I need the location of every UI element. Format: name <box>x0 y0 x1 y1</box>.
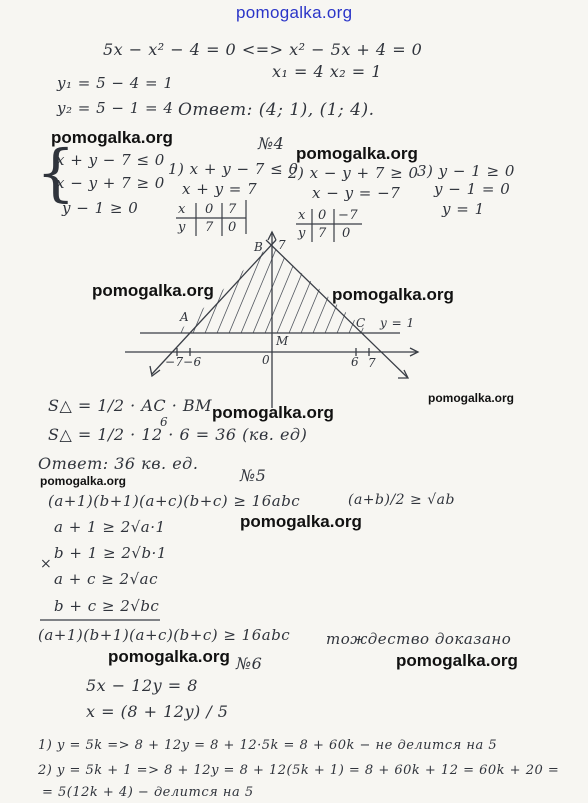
table1-x-1: 7 <box>228 202 237 217</box>
task5-hint: (a+b)/2 ≥ √ab <box>348 492 455 508</box>
watermark-9: pomogalka.org <box>108 647 230 666</box>
task6-case2-result: = 5(12k + 4) − делится на 5 <box>42 785 254 800</box>
ineq-b1: b + 1 ≥ 2√b·1 <box>54 544 167 562</box>
table1-y-label: y <box>178 220 186 235</box>
table2-y-0: 7 <box>318 226 327 241</box>
step3-result: y = 1 <box>442 200 485 218</box>
watermark-7: pomogalka.org <box>40 474 127 488</box>
table2-x-0: 0 <box>318 208 327 223</box>
top-watermark: pomogalka.org <box>236 3 353 22</box>
label-y-7: 7 <box>278 238 287 252</box>
task5-result: (a+1)(b+1)(a+c)(b+c) ≥ 16abc <box>38 626 291 644</box>
task6-x-expression: x = (8 + 12y) / 5 <box>86 702 229 721</box>
system-ineq-1: x + y − 7 ≤ 0 <box>56 151 165 169</box>
label-x-minus6: −6 <box>183 355 202 369</box>
table2-x-1: −7 <box>338 208 359 223</box>
system-brace: { <box>36 136 76 209</box>
label-point-m: M <box>276 334 289 348</box>
watermark-3: pomogalka.org <box>92 281 214 300</box>
watermark-6: pomogalka.org <box>212 403 334 422</box>
y2-line: y₂ = 5 − 1 = 4 <box>57 99 174 117</box>
ineq-bc: b + c ≥ 2√bc <box>54 597 160 615</box>
area-cancel-mark: 6 <box>160 415 169 429</box>
ineq-a1: a + 1 ≥ 2√a·1 <box>54 518 166 536</box>
table1-y-0: 7 <box>205 220 214 235</box>
area-formula: S△ = 1/2 · AC · BM <box>48 396 213 415</box>
task6-heading: №6 <box>236 654 263 673</box>
watermark-2: pomogalka.org <box>296 144 418 163</box>
label-point-a: A <box>180 310 190 324</box>
table1-x-0: 0 <box>205 202 214 217</box>
task5-proved: тождество доказано <box>326 630 512 648</box>
task6-case2: 2) y = 5k + 1 => 8 + 12y = 8 + 12(5k + 1) = 8 + 60k + 12 = 60k + 20 = <box>38 763 560 778</box>
watermark-4: pomogalka.org <box>332 285 454 304</box>
equation-line: 5x − x² − 4 = 0 <=> x² − 5x + 4 = 0 <box>103 40 423 59</box>
label-point-c: C <box>356 316 366 330</box>
step1-eq: x + y = 7 <box>182 180 258 198</box>
answer-task4: Ответ: 36 кв. ед. <box>38 454 199 473</box>
step3-eq: y − 1 = 0 <box>434 180 511 198</box>
label-y-equals-1: y = 1 <box>380 316 415 330</box>
watermark-1: pomogalka.org <box>51 128 173 147</box>
task4-heading: №4 <box>258 134 285 153</box>
table1-y-1: 0 <box>228 220 237 235</box>
table2-x-label: x <box>298 208 306 223</box>
system-ineq-3: y − 1 ≥ 0 <box>62 199 139 217</box>
table1-x-label: x <box>178 202 186 217</box>
task5-statement: (a+1)(b+1)(a+c)(b+c) ≥ 16abc <box>48 492 301 510</box>
watermark-8: pomogalka.org <box>240 512 362 531</box>
watermark-5: pomogalka.org <box>428 391 515 405</box>
multiply-sign: × <box>40 556 53 572</box>
step2-eq: x − y = −7 <box>312 184 401 202</box>
task5-heading: №5 <box>240 466 267 485</box>
task6-equation: 5x − 12y = 8 <box>86 676 198 695</box>
ineq-ac: a + c ≥ 2√ac <box>54 570 158 588</box>
answer-task3: Ответ: (4; 1), (1; 4). <box>178 100 375 120</box>
table2-y-label: y <box>298 226 306 241</box>
task6-case1: 1) y = 5k => 8 + 12y = 8 + 12·5k = 8 + 60k − не делится на 5 <box>38 738 498 753</box>
label-x-6: 6 <box>351 355 360 369</box>
step2-ineq: 2) x − y + 7 ≥ 0 <box>288 164 419 182</box>
label-x-7: 7 <box>368 356 377 370</box>
step1-ineq: 1) x + y − 7 ≤ 0 <box>168 160 299 178</box>
y1-line: y₁ = 5 − 4 = 1 <box>57 74 174 92</box>
watermark-10: pomogalka.org <box>396 651 518 670</box>
area-calc: S△ = 1/2 · 12 · 6 = 36 (кв. ед) <box>48 425 308 444</box>
label-x-minus7: −7 <box>165 355 184 369</box>
label-point-b: B <box>254 240 264 254</box>
label-origin: 0 <box>262 353 271 367</box>
system-ineq-2: x − y + 7 ≥ 0 <box>56 174 165 192</box>
step3-ineq: 3) y − 1 ≥ 0 <box>417 162 515 180</box>
table2-y-1: 0 <box>342 226 351 241</box>
roots-line: x₁ = 4 x₂ = 1 <box>272 62 382 81</box>
